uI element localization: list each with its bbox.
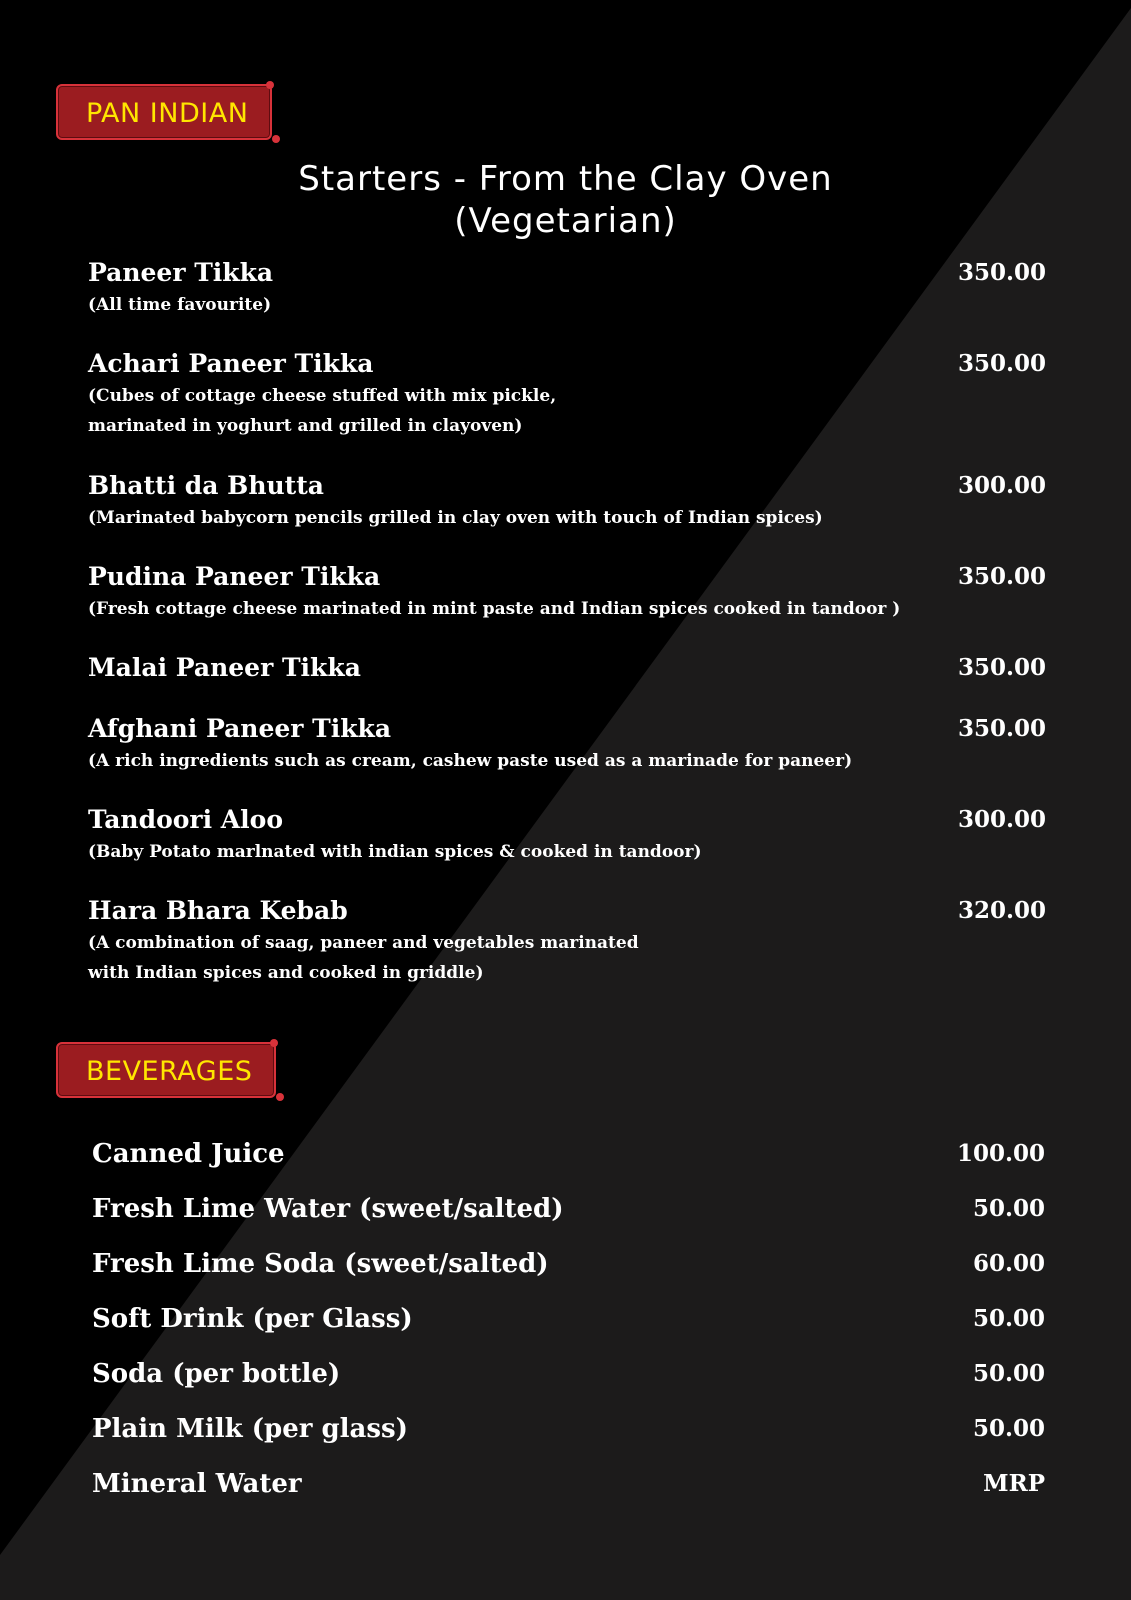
- section-title: [0, 158, 1131, 242]
- item-description: (Fresh cottage cheese marinated in mint paste and Indian spices cooked in tandoor ): [88, 599, 901, 619]
- pan-indian-tag: [56, 84, 272, 140]
- item-name: Achari Paneer Tikka: [88, 349, 374, 378]
- item-name: Paneer Tikka: [88, 258, 274, 287]
- item-price: 300.00: [957, 472, 1046, 499]
- beverage-name: Canned Juice: [92, 1139, 285, 1169]
- beverage-name: Fresh Lime Water (sweet/salted): [92, 1194, 564, 1224]
- beverage-price: MRP: [983, 1470, 1045, 1497]
- section-title-line2: (Vegetarian): [454, 201, 677, 241]
- item-description: (All time favourite): [88, 295, 272, 315]
- beverage-name: Soft Drink (per Glass): [92, 1304, 413, 1334]
- pan-indian-tag-label: PAN INDIAN: [86, 98, 249, 129]
- menu-item: [88, 349, 1046, 441]
- beverages-tag-label: BEVERAGES: [86, 1056, 253, 1087]
- menu-item: [88, 471, 1046, 533]
- beverage-price: 50.00: [972, 1415, 1045, 1442]
- menu-item: [88, 653, 1046, 683]
- beverage-item: [92, 1466, 1045, 1502]
- menu-item: [88, 562, 1046, 624]
- beverage-item: [92, 1191, 1045, 1227]
- item-description: with Indian spices and cooked in griddle): [88, 963, 484, 983]
- beverage-name: Mineral Water: [92, 1469, 302, 1499]
- tag-dot-icon: [272, 135, 280, 143]
- section-title-line1: Starters - From the Clay Oven: [298, 159, 833, 199]
- tag-dot-icon: [276, 1093, 284, 1101]
- menu-item: [88, 805, 1046, 867]
- tag-dot-icon: [270, 1039, 278, 1047]
- beverage-name: Soda (per bottle): [92, 1359, 341, 1389]
- item-description: marinated in yoghurt and grilled in clayoven): [88, 416, 523, 436]
- beverage-item: [92, 1356, 1045, 1392]
- item-price: 350.00: [957, 563, 1046, 590]
- beverage-price: 50.00: [972, 1195, 1045, 1222]
- item-price: 320.00: [957, 897, 1046, 924]
- item-name: Hara Bhara Kebab: [88, 896, 348, 925]
- beverages-tag: [56, 1042, 276, 1098]
- item-name: Tandoori Aloo: [88, 805, 284, 834]
- beverage-item: [92, 1136, 1045, 1172]
- tag-dot-icon: [266, 81, 274, 89]
- beverage-name: Plain Milk (per glass): [92, 1414, 408, 1444]
- beverage-price: 60.00: [972, 1250, 1045, 1277]
- item-price: 350.00: [957, 715, 1046, 742]
- beverage-price: 50.00: [972, 1360, 1045, 1387]
- beverage-price: 100.00: [956, 1140, 1045, 1167]
- beverage-item: [92, 1411, 1045, 1447]
- item-name: Afghani Paneer Tikka: [88, 714, 392, 743]
- menu-item: [88, 258, 1046, 320]
- item-name: Pudina Paneer Tikka: [88, 562, 381, 591]
- item-description: (A combination of saag, paneer and vegetables marinated: [88, 933, 639, 953]
- beverage-item: [92, 1301, 1045, 1337]
- menu-item: [88, 714, 1046, 776]
- item-price: 350.00: [957, 350, 1046, 377]
- item-description: (Baby Potato marlnated with indian spices & cooked in tandoor): [88, 842, 702, 862]
- item-description: (Cubes of cottage cheese stuffed with mix pickle,: [88, 386, 557, 406]
- item-name: Bhatti da Bhutta: [88, 471, 324, 500]
- item-price: 300.00: [957, 806, 1046, 833]
- item-description: (A rich ingredients such as cream, cashew paste used as a marinade for paneer): [88, 751, 853, 771]
- item-description: (Marinated babycorn pencils grilled in clay oven with touch of Indian spices): [88, 508, 823, 528]
- item-price: 350.00: [957, 654, 1046, 681]
- beverage-item: [92, 1246, 1045, 1282]
- beverage-price: 50.00: [972, 1305, 1045, 1332]
- menu-item: [88, 896, 1046, 988]
- item-name: Malai Paneer Tikka: [88, 653, 361, 682]
- item-price: 350.00: [957, 259, 1046, 286]
- beverage-name: Fresh Lime Soda (sweet/salted): [92, 1249, 549, 1279]
